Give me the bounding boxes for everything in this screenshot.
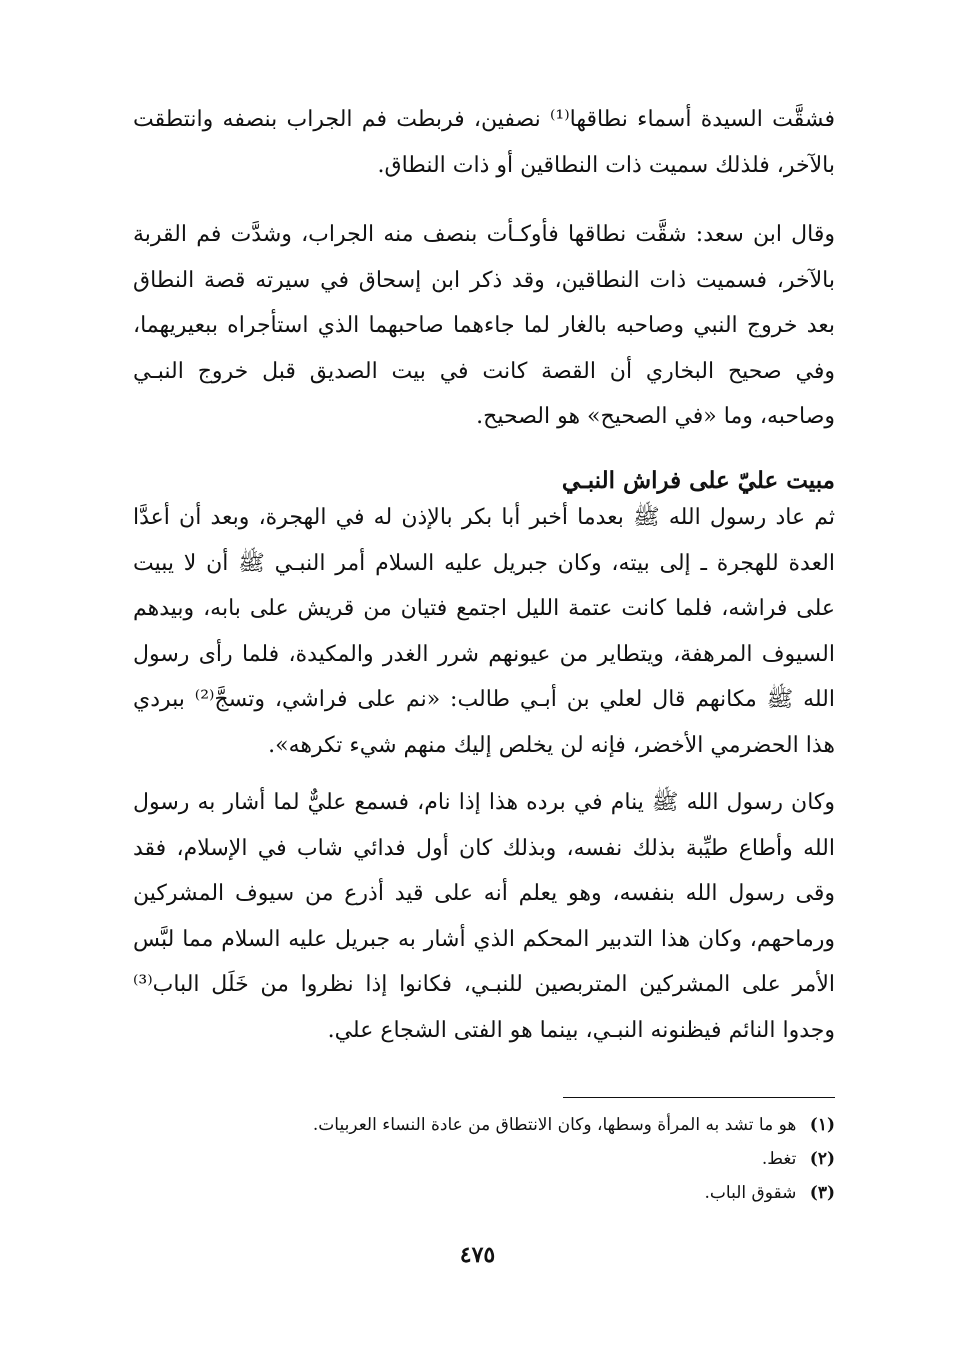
footnote-3	[133, 1176, 835, 1210]
footnote-1	[133, 1108, 835, 1142]
footnote-2-number: (٢)	[809, 1149, 835, 1169]
section-heading: مبيت عليّ على فراش النبـي	[561, 467, 835, 494]
footnote-3-number: (٣)	[809, 1183, 835, 1203]
paragraph-ali-sacrifice: وكان رسول الله ﷺ ينام في برده هذا إذا نام، فسمع عليٌّ لما أشار به رسول الله وأطاع طيِّبة بذلك نفسه، وبذلك كان أول فدائي شاب في الإسلام، فقد وقى رسول الله بنفسه، وهو يعلم أنه على قيد أذرع من سيوف المشركين ورماحهم، وكان هذا التدبير المحكم الذي أشار به جبريل عليه السلام مما لبَّس الأمر على المشركين المتربصين للنبـي، فكانوا إذا نظروا من خَلَل الباب⁽³⁾ وجدوا النائم فيظنونه النبـي، بينما هو الفتى الشجاع علي.	[133, 790, 835, 1043]
paragraph-ibn-saad: وقال ابن سعد: شقَّت نطاقها فأوكـأت بنصف منه الجراب، وشدَّت فم القربة بالآخر، فسميت ذات النطاقين، وقد ذكر ابن إسحاق في سيرته قصة النطاق بعد خروج النبي وصاحبه بالغار لما جاءهما صاحبهما الذي استأجراه ببعيريهما، وفي صحيح البخاري أن القصة كانت في بيت الصديق قبل خروج النبـي وصاحبه، وما «في الصحيح» هو الصحيح.	[133, 222, 835, 429]
paragraph-asma-belt: فشقَّت السيدة أسماء نطاقها⁽¹⁾ نصفين، فربطت فم الجراب بنصفه وانتطقت بالآخر، فلذلك سميت ذات النطاقين أو ذات النطاق.	[133, 107, 835, 178]
footnotes-section	[133, 1108, 835, 1210]
footnote-2	[133, 1142, 835, 1176]
footnote-2-text: تغط.	[761, 1149, 797, 1169]
paragraph-prophet-return: ثم عاد رسول الله ﷺ بعدما أخبر أبا بكر بالإذن له في الهجرة، وبعد أن أعدَّا العدة للهجرة ـ إلى بيته، وكان جبريل عليه السلام أمر النبـي ﷺ أن لا يبيت على فراشه، فلما كانت عتمة الليل اجتمع فتيان من قريش على بابه، وبيدهم السيوف المرهفة، ويتطاير من عيونهم شرر الغدر والمكيدة، فلما رأى رسول الله ﷺ مكانهم قال لعلي بن أبـي طالب: «نم على فراشي، وتسجَّ⁽²⁾ ببردي هذا الحضرمي الأخضر، فإنه لن يخلص إليك منهم شيء تكرهه».	[133, 505, 836, 758]
page-number: ٤٧٥	[459, 1242, 496, 1268]
footnote-3-text: شقوق الباب.	[704, 1183, 797, 1203]
footnote-divider	[563, 1097, 835, 1098]
footnote-1-number: (١)	[809, 1115, 835, 1135]
footnote-1-text: هو ما تشد به المرأة وسطها، وكان الانتطاق من عادة النساء العربيات.	[312, 1115, 797, 1135]
